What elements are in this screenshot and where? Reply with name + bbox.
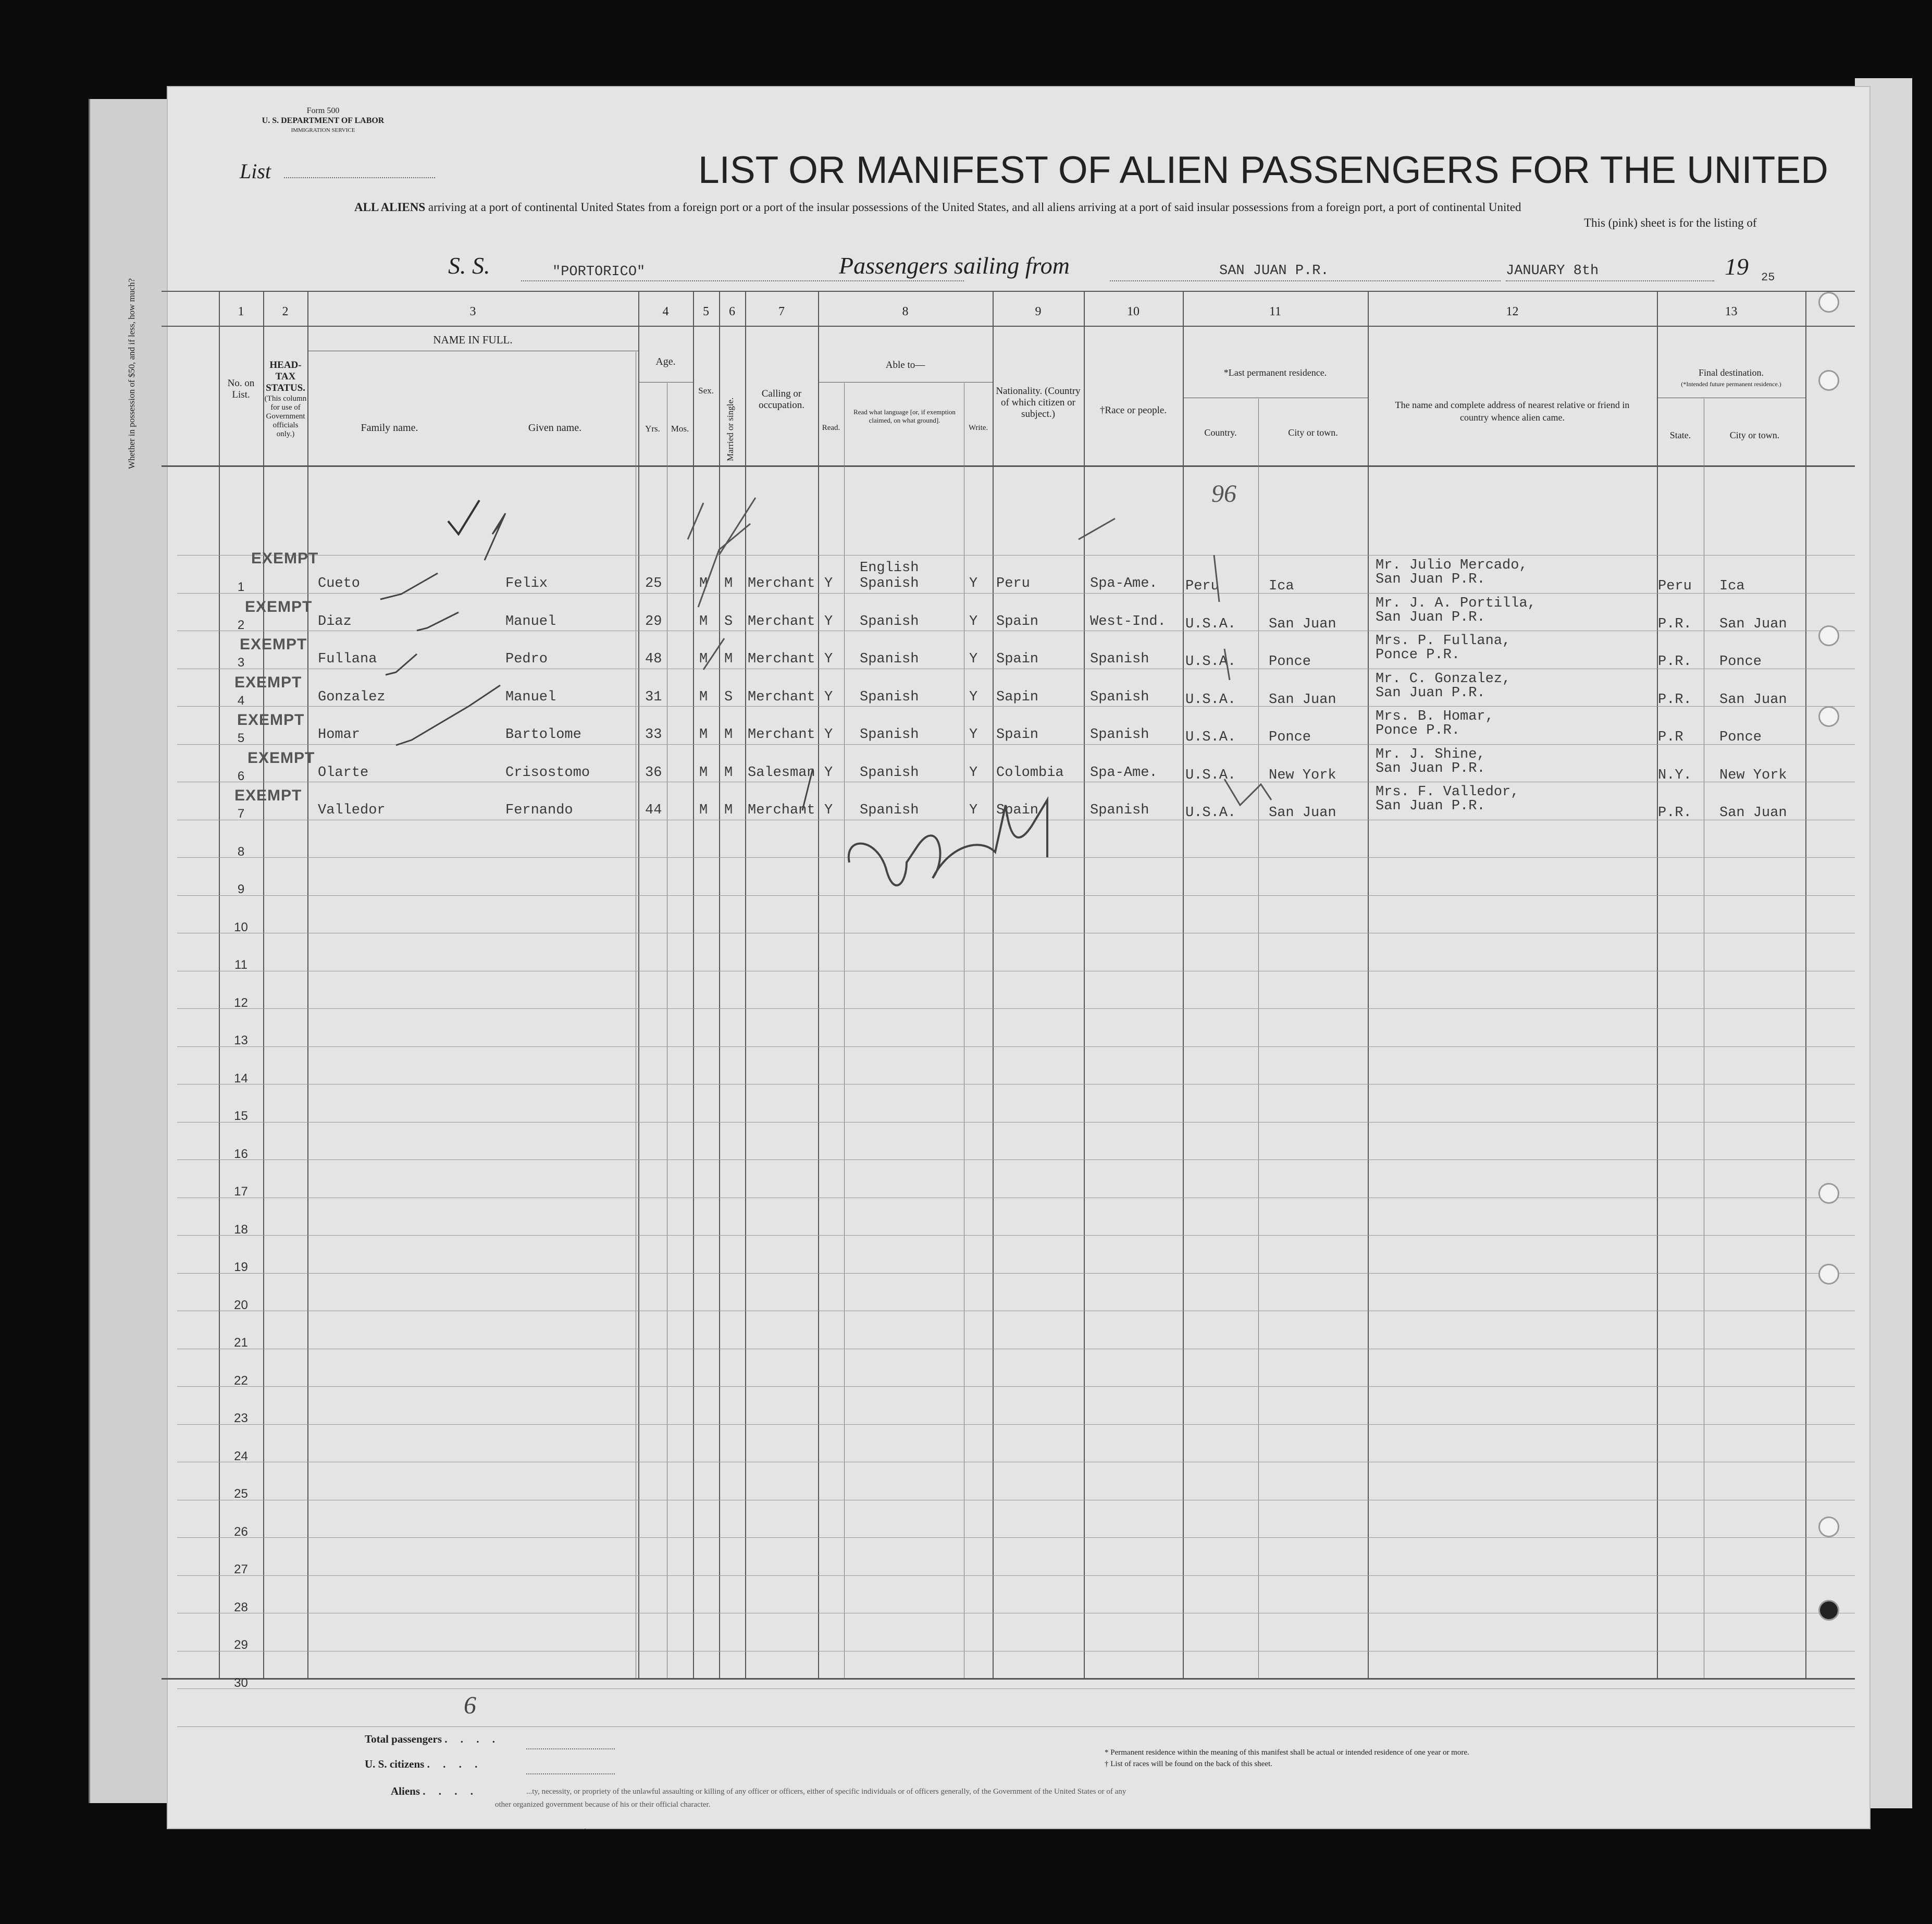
cell-no: 1 (237, 580, 245, 594)
punch-hole (1818, 706, 1839, 727)
header-final-destination: Final destination. (1699, 367, 1764, 378)
cell-no: 7 (237, 807, 245, 821)
header-yrs: Yrs. (645, 424, 660, 434)
cell-relative: Mr. J. A. Portilla, (1376, 595, 1536, 611)
check-mark (380, 573, 438, 599)
cell-calling: Merchant (748, 727, 815, 743)
cell-family: Fullana (318, 651, 377, 667)
cell-given: Bartolome (505, 727, 581, 743)
cell-relative: Mr. C. Gonzalez, (1376, 671, 1511, 687)
cell-race: Spanish (1090, 803, 1149, 818)
initials-scrawl (849, 800, 1047, 885)
cell-sex: M (699, 689, 708, 705)
cell-family: Diaz (318, 613, 352, 630)
cell-yrs: 29 (645, 613, 662, 630)
cell-relative: Mr. J. Shine, (1376, 746, 1485, 762)
cell-read: Y (824, 651, 833, 667)
cell-relative2: San Juan P.R. (1376, 798, 1485, 814)
cell-relative2: Ponce P.R. (1376, 723, 1460, 738)
cell-city: San Juan (1269, 692, 1336, 708)
footer-fragment-1: ...ty, necessity, or propriety of the unlawful assaulting or killing of any officer or officers, either of specific individuals or of officers generally, of the Government of the United States or of any (526, 1787, 1126, 1796)
cell-race: Spa-Ame. (1090, 576, 1158, 591)
col-number: 3 (469, 305, 476, 318)
check-mark (396, 685, 500, 745)
header-sex: Sex. (698, 386, 714, 396)
footer-citizens-label: U. S. citizens (365, 1758, 425, 1770)
row-number: 27 (234, 1562, 248, 1576)
subtitle-text: arriving at a port of continental United States from a foreign port or a port of the insular possessions of the United States, and all aliens arriving at a port of said insular possessions from a foreign port, a port of continental United (428, 201, 1521, 214)
header-able-to: Able to— (885, 360, 925, 371)
cell-yrs: 44 (645, 803, 662, 818)
col-number: 12 (1506, 305, 1519, 318)
header-given-name: Given name. (528, 422, 582, 434)
cell-tax: EXEMPT (240, 636, 307, 653)
row-number: 19 (234, 1260, 248, 1274)
cell-given: Crisostomo (505, 764, 590, 781)
cell-tax: EXEMPT (247, 749, 315, 767)
row-number: 11 (234, 958, 247, 972)
cell-no: 3 (237, 656, 245, 670)
cell-race: West-Ind. (1090, 613, 1166, 630)
header-read: Read. (822, 424, 840, 432)
cell-married: S (724, 689, 733, 705)
col-number: 4 (662, 305, 669, 318)
footer-aliens-label: Aliens (391, 1785, 420, 1797)
cell-married: S (724, 613, 733, 630)
cell-tax: EXEMPT (234, 673, 302, 691)
check-mark (1079, 519, 1271, 805)
row-number: 17 (234, 1185, 248, 1199)
handwritten-page-mark: 6 (464, 1692, 476, 1719)
cell-given: Manuel (505, 613, 556, 630)
check-mark (1214, 555, 1230, 680)
header-family-name: Family name. (361, 422, 418, 434)
row-number: 28 (234, 1600, 248, 1614)
cell-state: N.Y. (1658, 767, 1692, 783)
form-number: Form 500 (306, 106, 340, 115)
cell-nationality: Peru (996, 576, 1030, 591)
cell-calling: Merchant (748, 651, 815, 667)
cell-city: Ponce (1269, 654, 1311, 670)
cell-relative: Mrs. F. Valledor, (1376, 784, 1519, 800)
punch-hole (1818, 292, 1839, 313)
footer-note-2: † List of races will be found on the back of this sheet. (1105, 1760, 1273, 1768)
cell-city: New York (1269, 767, 1336, 783)
cell-married: M (724, 803, 733, 818)
cell-write: Y (969, 613, 978, 630)
header-head-tax: HEAD-TAX STATUS. (266, 360, 305, 393)
form-department: U. S. DEPARTMENT OF LABOR (262, 116, 385, 125)
cell-language2: Spanish (860, 576, 919, 591)
cell-tax: EXEMPT (251, 550, 319, 567)
check-mark (485, 513, 505, 560)
cell-country: U.S.A. (1185, 767, 1236, 783)
row-number: 9 (237, 882, 245, 896)
cell-read: Y (824, 727, 833, 743)
punch-hole (1818, 1600, 1839, 1621)
footer-total-label: Total passengers (365, 1733, 442, 1745)
cell-married: M (724, 727, 733, 743)
cell-given: Manuel (505, 689, 556, 705)
check-mark (802, 769, 813, 810)
cell-yrs: 36 (645, 764, 662, 781)
cell-state: P.R. (1658, 805, 1692, 821)
footer-dots: . . . . (427, 1758, 483, 1770)
cell-calling: Merchant (748, 689, 815, 705)
cell-read: Y (824, 764, 833, 781)
header-race: †Race or people. (1099, 405, 1167, 416)
cell-language: Spanish (860, 689, 919, 705)
cell-relative2: San Juan P.R. (1376, 685, 1485, 701)
cell-married: M (724, 764, 733, 781)
cell-read: Y (824, 803, 833, 818)
punch-hole (1818, 1516, 1839, 1537)
row-number: 8 (237, 844, 245, 859)
row-number: 21 (234, 1336, 248, 1350)
cell-language: Spanish (860, 613, 919, 630)
year-suffix: 25 (1761, 271, 1775, 284)
row-number: 13 (234, 1033, 248, 1047)
cell-calling: Merchant (748, 576, 815, 591)
cell-write: Y (969, 576, 978, 591)
row-number: 22 (234, 1373, 248, 1388)
list-label: List (240, 159, 271, 183)
row-number: 26 (234, 1524, 248, 1539)
cell-relative2: San Juan P.R. (1376, 609, 1485, 625)
manifest-sheet (167, 86, 1871, 1829)
cell-country: U.S.A. (1185, 692, 1236, 708)
cell-sex: M (699, 803, 708, 818)
header-read-language: Read what language [or, if exemption claimed, on what ground]. (853, 408, 956, 424)
cell-write: Y (969, 764, 978, 781)
side-label-50: Whether in possession of $50, and if less, how much? (127, 278, 137, 469)
cell-sex: M (699, 576, 708, 591)
manifest-title: LIST OR MANIFEST OF ALIEN PASSENGERS FOR THE UNITED (698, 149, 1828, 191)
cell-dest-city: Ponce (1719, 730, 1762, 745)
footer-total (365, 1733, 500, 1746)
cell-given: Felix (505, 576, 548, 591)
cell-dest-city: San Juan (1719, 616, 1787, 632)
header-last-residence: *Last permanent residence. (1223, 367, 1327, 378)
cell-city: San Juan (1269, 805, 1336, 821)
cell-write: Y (969, 727, 978, 743)
row-number: 16 (234, 1146, 248, 1161)
cell-dest-city: San Juan (1719, 805, 1787, 821)
row-number: 29 (234, 1638, 248, 1652)
header-mos: Mos. (671, 424, 689, 434)
cell-race: Spanish (1090, 651, 1149, 667)
col-number: 5 (703, 305, 709, 318)
total-line (526, 1748, 615, 1749)
cell-given: Fernando (505, 803, 573, 818)
col-number: 9 (1035, 305, 1042, 318)
row-number: 20 (234, 1298, 248, 1312)
cell-country: U.S.A. (1185, 616, 1236, 632)
cell-nationality: Sapin (996, 689, 1039, 705)
header-no-on-list: No. on List. (227, 378, 255, 400)
cell-sex: M (699, 727, 708, 743)
cell-yrs: 31 (645, 689, 662, 705)
header-write: Write. (968, 424, 988, 432)
cell-relative2: Ponce P.R. (1376, 647, 1460, 663)
cell-country: Peru (1185, 578, 1219, 594)
check-mark (448, 500, 479, 534)
cell-no: 5 (237, 731, 245, 745)
cell-state: P.R. (1658, 654, 1692, 670)
cell-state: P.R. (1658, 692, 1692, 708)
col-number: 11 (1269, 305, 1282, 318)
cell-nationality: Spain (996, 803, 1039, 818)
cell-country: U.S.A. (1185, 730, 1236, 745)
check-mark (698, 524, 750, 670)
cell-dest-city: New York (1719, 767, 1787, 783)
header-dest-city: City or town. (1729, 430, 1780, 440)
cell-family: Valledor (318, 803, 386, 818)
row-number: 18 (234, 1222, 248, 1237)
footer-fragment-2: other organized government because of his or their official character. (495, 1800, 711, 1809)
check-mark (417, 612, 459, 631)
punch-hole (1818, 1183, 1839, 1204)
cell-relative2: San Juan P.R. (1376, 572, 1485, 587)
cell-family: Olarte (318, 764, 369, 781)
cell-no: 6 (237, 769, 245, 783)
footer-citizens (365, 1758, 482, 1771)
cell-tax: EXEMPT (245, 598, 313, 615)
cell-language: English (860, 560, 919, 576)
cell-married: M (724, 651, 733, 667)
punch-hole (1818, 370, 1839, 391)
col-number: 1 (238, 305, 244, 318)
cell-relative: Mr. Julio Mercado, (1376, 558, 1528, 573)
cell-read: Y (824, 613, 833, 630)
check-mark (688, 498, 756, 555)
cell-relative2: San Juan P.R. (1376, 760, 1485, 776)
col-number: 8 (902, 305, 909, 318)
cell-read: Y (824, 576, 833, 591)
cell-language: Spanish (860, 803, 919, 818)
ss-label: S. S. (448, 252, 490, 279)
cell-no: 4 (237, 693, 245, 708)
cell-family: Homar (318, 727, 361, 743)
cell-nationality: Spain (996, 651, 1039, 667)
cell-nationality: Colombia (996, 764, 1064, 781)
col-number: 6 (729, 305, 735, 318)
cell-tax: EXEMPT (237, 711, 305, 729)
row-number: 12 (234, 995, 248, 1010)
cell-language: Spanish (860, 651, 919, 667)
row-number: 14 (234, 1071, 248, 1086)
handwritten-country-mark: 96 (1211, 480, 1236, 508)
cell-yrs: 48 (645, 651, 662, 667)
cell-yrs: 33 (645, 727, 662, 743)
cell-calling: Merchant (748, 613, 815, 630)
cell-language: Spanish (860, 764, 919, 781)
cell-nationality: Spain (996, 727, 1039, 743)
cell-state: P.R. (1658, 616, 1692, 632)
cell-family: Gonzalez (318, 689, 386, 705)
row-number: 25 (234, 1487, 248, 1501)
cell-write: Y (969, 803, 978, 818)
cell-city: Ica (1269, 578, 1294, 594)
cell-language: Spanish (860, 727, 919, 743)
row-number: 15 (234, 1109, 248, 1123)
header-married: Married or single. (725, 397, 735, 461)
departure-date: JANUARY 8th (1506, 263, 1599, 279)
punch-hole (1818, 1264, 1839, 1285)
cell-dest-city: Ponce (1719, 654, 1762, 670)
header-nationality: Nationality. (Country of which citizen or subject.) (996, 386, 1081, 420)
cell-tax: EXEMPT (234, 787, 302, 804)
col-number: 2 (282, 305, 289, 318)
cell-given: Pedro (505, 651, 548, 667)
cell-dest-city: Ica (1719, 578, 1745, 594)
header-relative: The name and complete address of nearest relative or friend in country whence alien came. (1395, 400, 1630, 423)
header-country: Country. (1204, 427, 1237, 438)
col-number: 7 (778, 305, 785, 318)
cell-married: M (724, 576, 733, 591)
header-name-in-full: NAME IN FULL. (433, 334, 513, 346)
footer-dots: . . . . (444, 1733, 500, 1745)
footer-note-1: * Permanent residence within the meaning of this manifest shall be actual or intended residence of one year or more. (1105, 1748, 1469, 1757)
subtitle-line2: This (pink) sheet is for the listing of (1584, 216, 1757, 229)
cell-write: Y (969, 689, 978, 705)
footer-aliens (391, 1785, 478, 1798)
cell-race: Spanish (1090, 689, 1149, 705)
row-number: 10 (234, 920, 248, 934)
cell-country: U.S.A. (1185, 654, 1236, 670)
cell-city: Ponce (1269, 730, 1311, 745)
cell-race: Spanish (1090, 727, 1149, 743)
cell-calling: Salesman (748, 764, 815, 781)
col-number: 13 (1725, 305, 1738, 318)
cell-yrs: 25 (645, 576, 662, 591)
cell-relative: Mrs. P. Fullana, (1376, 633, 1511, 649)
cell-sex: M (699, 651, 708, 667)
cell-race: Spa-Ame. (1090, 764, 1158, 781)
year-prefix: 19 (1725, 253, 1749, 280)
citizens-line (526, 1773, 615, 1774)
cell-read: Y (824, 689, 833, 705)
cell-calling: Merchant (748, 803, 815, 818)
header-final-note: (*Intended future permanent residence.) (1681, 380, 1781, 388)
cell-relative: Mrs. B. Homar, (1376, 709, 1494, 724)
cell-write: Y (969, 651, 978, 667)
cell-nationality: Spain (996, 613, 1039, 630)
handwriting-overlay (167, 86, 1871, 1829)
cell-dest-city: San Juan (1719, 692, 1787, 708)
row-number: 23 (234, 1411, 248, 1425)
subtitle-lead: ALL ALIENS (354, 201, 426, 214)
row-number: 30 (234, 1675, 248, 1690)
cell-no: 2 (237, 618, 245, 632)
cell-family: Cueto (318, 576, 361, 591)
sailing-label: Passengers sailing from (839, 252, 1070, 279)
cell-city: San Juan (1269, 616, 1336, 632)
form-service: IMMIGRATION SERVICE (291, 127, 355, 133)
cell-sex: M (699, 613, 708, 630)
cell-sex: M (699, 764, 708, 781)
check-mark (386, 654, 417, 675)
cell-state: Peru (1658, 578, 1692, 594)
punch-hole (1818, 625, 1839, 646)
col-number: 10 (1127, 305, 1140, 318)
cell-country: U.S.A. (1185, 805, 1236, 821)
header-state: State. (1669, 430, 1691, 440)
row-number: 24 (234, 1449, 248, 1463)
header-calling: Calling or occupation. (758, 388, 805, 411)
header-age: Age. (655, 356, 676, 367)
ship-name: "PORTORICO" (552, 264, 646, 280)
cell-state: P.R (1658, 730, 1683, 745)
departure-port: SAN JUAN P.R. (1219, 263, 1329, 279)
footer-dots: . . . . (423, 1785, 479, 1797)
header-city-or-town: City or town. (1288, 427, 1338, 438)
header-head-tax-note: (This column for use of Government officials only.) (264, 394, 307, 438)
